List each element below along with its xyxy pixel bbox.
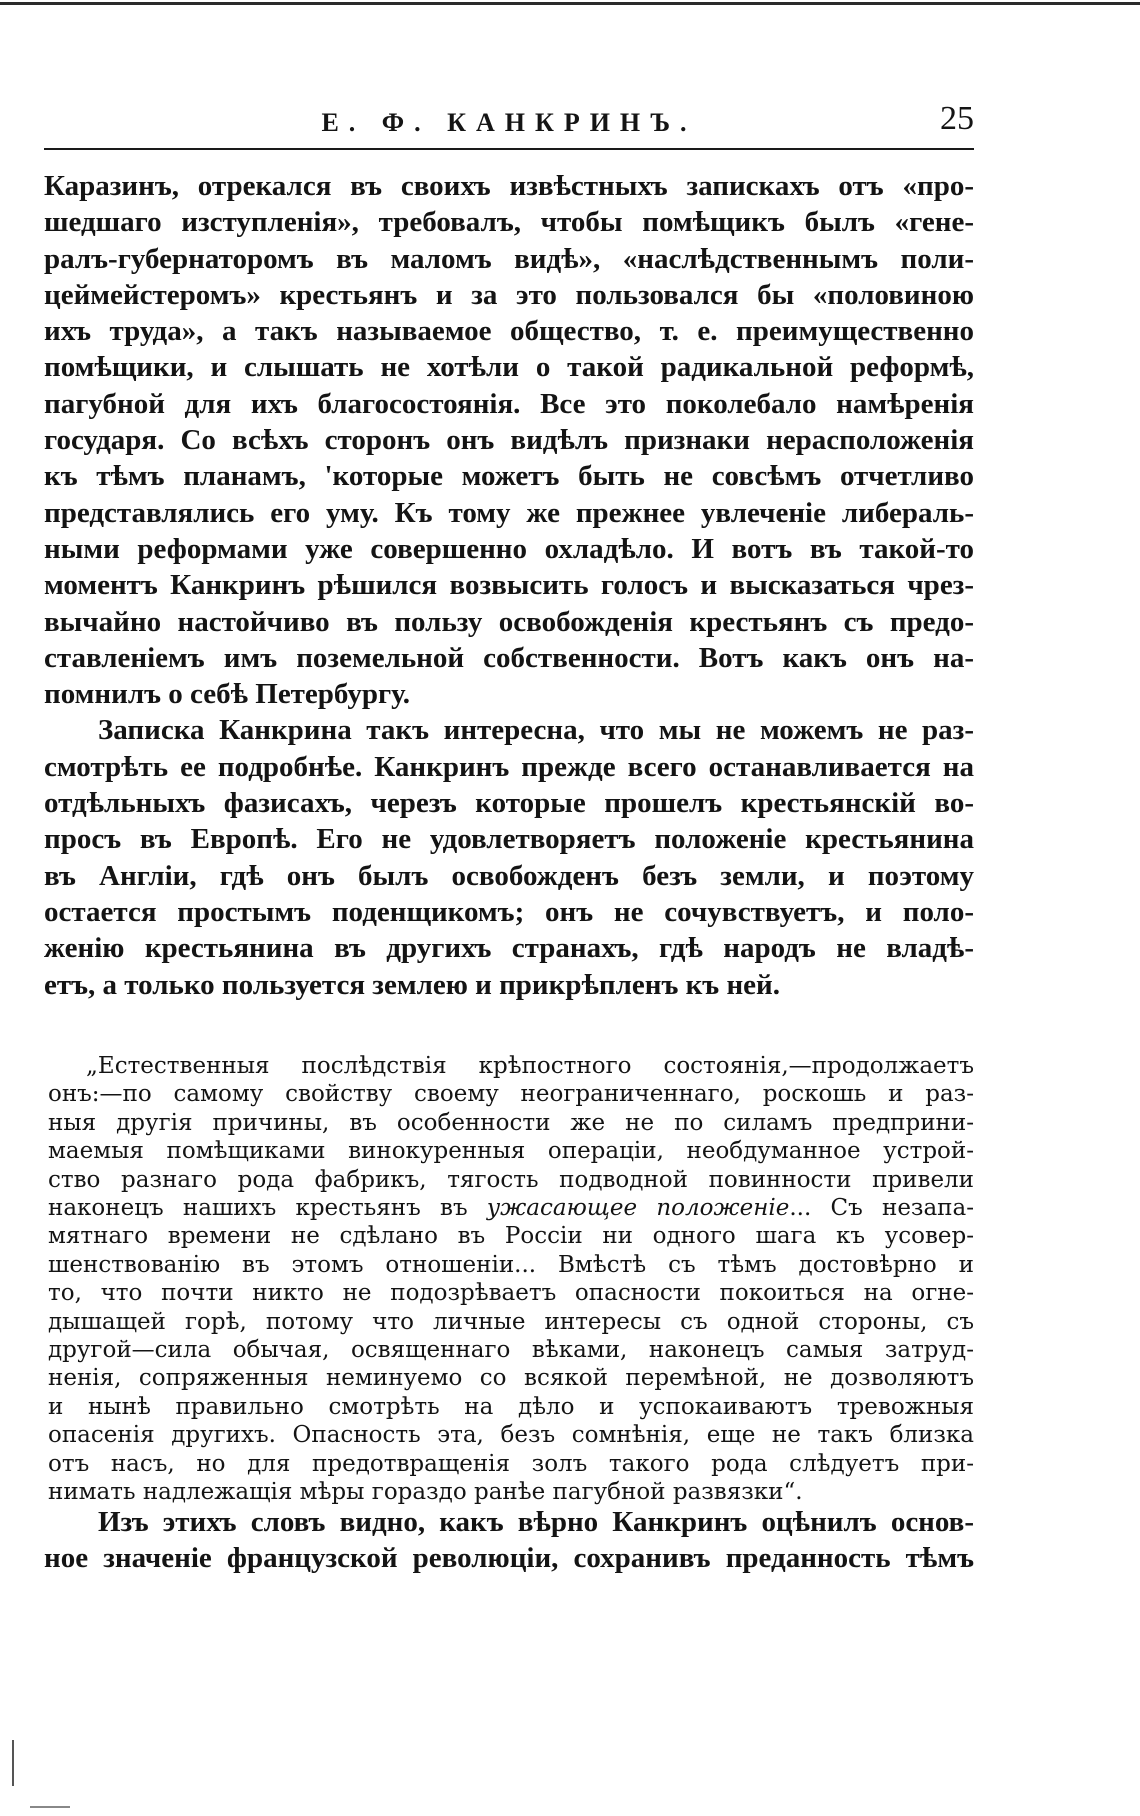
quotation-block: [48, 1052, 974, 1507]
text-line: представлялись его уму. Къ тому же прежнее увлеченіе либераль-: [44, 496, 974, 529]
text-line: Каразинъ, отрекался въ своихъ извѣстныхъ запискахъ отъ «про-: [44, 170, 974, 202]
quote-line: нимать надлежащія мѣры гораздо ранѣе пагубной развязки“.: [48, 1479, 803, 1506]
text-line: Записка Канкрина такъ интересна, что мы не можемъ не раз-: [98, 714, 974, 747]
quote-line: дышащей горѣ, потому что личные интересы съ одной стороны, съ: [48, 1308, 974, 1335]
text-line: моментъ Канкринъ рѣшился возвысить голосъ и высказаться чрез-: [44, 569, 974, 602]
quote-line: „Естественныя послѣдствія крѣпостного состоянія,—продолжаетъ: [86, 1053, 974, 1079]
text-line: ихъ труда», а такъ называемое общество, т. е. преимущественно: [44, 315, 974, 348]
text-line: ными реформами уже совершенно охладѣло. И вотъ въ такой-то: [44, 532, 974, 565]
text-line: пагубной для ихъ благосостоянія. Все это поколебало намѣренія: [44, 387, 974, 420]
quote-line: шенствованію въ этомъ отношеніи... Вмѣстѣ съ тѣмъ достовѣрно и: [48, 1251, 974, 1278]
running-title: Е. Ф. КАНКРИНЪ.: [321, 108, 697, 137]
main-text: [44, 168, 974, 1003]
text-line: шедшаго изступленія», требовалъ, чтобы помѣщикъ былъ «гене-: [44, 206, 974, 239]
quote-line: ныя другія причины, въ особенности же не по силамъ предприни-: [48, 1109, 974, 1136]
text-line: къ тѣмъ планамъ, 'которые можетъ быть не совсѣмъ отчетливо: [44, 460, 974, 493]
page-header: [44, 100, 974, 150]
text-line: ралъ-губернаторомъ въ маломъ видѣ», «наслѣдственнымъ поли-: [44, 242, 974, 275]
quote-line: и нынѣ правильно смотрѣть на дѣло и успокаиваютъ тревожныя: [48, 1393, 974, 1420]
top-edge-rule: [0, 2, 1140, 5]
text-line: етъ, а только пользуется землею и прикрѣпленъ къ ней.: [44, 968, 781, 1001]
text-line: смотрѣть ее подробнѣе. Канкринъ прежде всего останавливается на: [44, 750, 974, 783]
text-line: цеймейстеромъ» крестьянъ и за это пользовался бы «половиною: [44, 278, 974, 311]
quote-line: другой—сила обычая, освященнаго вѣками, наконецъ самыя затруд-: [48, 1337, 974, 1364]
text-line: Изъ этихъ словъ видно, какъ вѣрно Канкринъ оцѣнилъ основ-: [98, 1506, 974, 1538]
paragraph-2: [44, 712, 974, 1002]
bottom-scan-mark: [30, 1806, 70, 1808]
paragraph-1: [44, 168, 974, 712]
text-line: женію крестьянина въ другихъ странахъ, гдѣ народъ не владѣ-: [44, 932, 974, 965]
text-line: помнилъ о себѣ Петербургу.: [44, 678, 410, 711]
quote-line: то, что почти никто не подозрѣваетъ опасности покоиться на огне-: [48, 1280, 974, 1307]
text-line: ное значеніе французской революціи, сохранивъ преданность тѣмъ: [44, 1542, 974, 1574]
closing-paragraph: [44, 1504, 974, 1576]
text-line: просъ въ Европѣ. Его не удовлетворяетъ положеніе крестьянина: [44, 823, 974, 856]
quote-line: опасенія другихъ. Опасность эта, безъ сомнѣнія, еще не такъ близка: [48, 1422, 974, 1449]
page-number: 25: [940, 100, 974, 137]
text-line: остается простымъ поденщикомъ; онъ не сочувствуетъ, и поло-: [44, 895, 974, 928]
quote-text: ... Съ незапа-: [789, 1195, 974, 1222]
text-line: ставленіемъ имъ поземельной собственности. Вотъ какъ онъ на-: [44, 641, 974, 674]
quote-line: ненія, сопряженныя неминуемо со всякой перемѣной, не дозволяютъ: [48, 1365, 974, 1392]
emphasized-phrase: ужасающее положеніе: [486, 1195, 790, 1222]
quote-line: ство разнаго рода фабрикъ, тягость подводной повинности привели: [48, 1166, 974, 1193]
quote-line-with-emphasis: [48, 1194, 974, 1222]
text-line: въ Англіи, гдѣ онъ былъ освобожденъ безъ земли, и поэтому: [44, 859, 974, 892]
text-line: помѣщики, и слышать не хотѣли о такой радикальной реформѣ,: [44, 351, 974, 384]
text-line: вычайно настойчиво въ пользу освобожденія крестьянъ съ предо-: [44, 605, 974, 638]
quote-line: отъ насъ, но для предотвращенія золъ такого рода слѣдуетъ при-: [48, 1450, 974, 1477]
text-line: отдѣльныхъ фазисахъ, черезъ которые прошелъ крестьянскій во-: [44, 787, 974, 820]
quote-line: онъ:—по самому свойству своему неограниченнаго, роскошь и раз-: [48, 1081, 974, 1108]
quote-text: наконецъ нашихъ крестьянъ въ: [48, 1195, 487, 1222]
quote-line: маемыя помѣщиками винокуренныя операціи, необдуманное устрой-: [48, 1138, 974, 1165]
margin-scan-mark: [12, 1740, 14, 1786]
text-line: государя. Со всѣхъ сторонъ онъ видѣлъ признаки нерасположенія: [44, 424, 974, 457]
quote-line: мятнаго времени не сдѣлано въ Россіи ни одного шага къ усовер-: [48, 1223, 974, 1250]
